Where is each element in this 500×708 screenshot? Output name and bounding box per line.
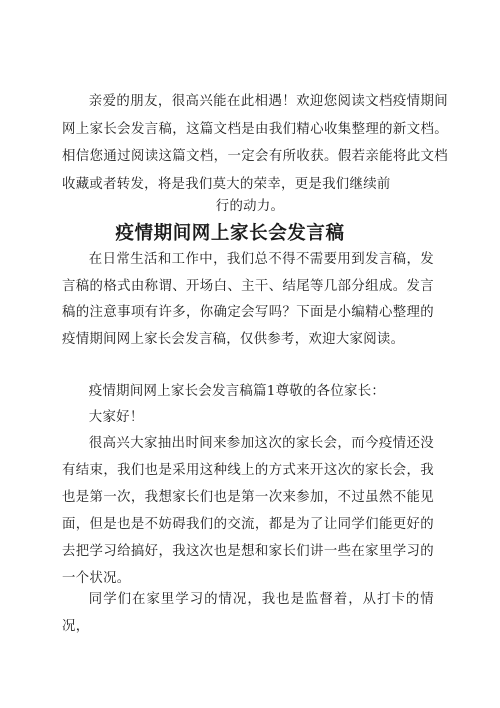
intro-paragraph-tail: 行的动力。 [215, 199, 285, 214]
document-title: 疫情期间网上家长会发言稿 [115, 223, 345, 244]
body-paragraph: 同学们在家里学习的情况，我也是监督着，从打卡的情况， [62, 592, 434, 634]
body-paragraph: 很高兴大家抽出时间来参加这次的家长会，而今疫情还没有结束，我们也是采用这种线上的方式来开这次的家长会，我也是第一次，我想家长们也是第一次来参加，不过虽然不能见面，但是也是不妨碍我们的交流，都是为了让同学们能更好的去把学习给搞好，我这次也是想和家长们讲一些在家里学习的一个状况。 [62, 436, 434, 586]
body-paragraph: 在日常生活和工作中，我们总不得不需要用到发言稿，发言稿的格式由称谓、开场白、主干、结尾等几部分组成。发言稿的注意事项有许多，你确定会写吗？下面是小编精心整理的疫情期间网上家长会发言稿，仅供参考，欢迎大家阅读。 [62, 252, 434, 347]
body-paragraph-greeting: 大家好！ [88, 410, 144, 425]
body-paragraph-salutation: 疫情期间网上家长会发言稿篇1尊敬的各位家长： [88, 384, 386, 399]
intro-paragraph: 亲爱的朋友，很高兴能在此相遇！欢迎您阅读文档疫情期间网上家长会发言稿，这篇文档是由我们精心收集整理的新文档。相信您通过阅读这篇文档，一定会有所收获。假若亲能将此文档收藏或者转发，将是我们莫大的荣幸，更是我们继续前 [62, 94, 448, 192]
